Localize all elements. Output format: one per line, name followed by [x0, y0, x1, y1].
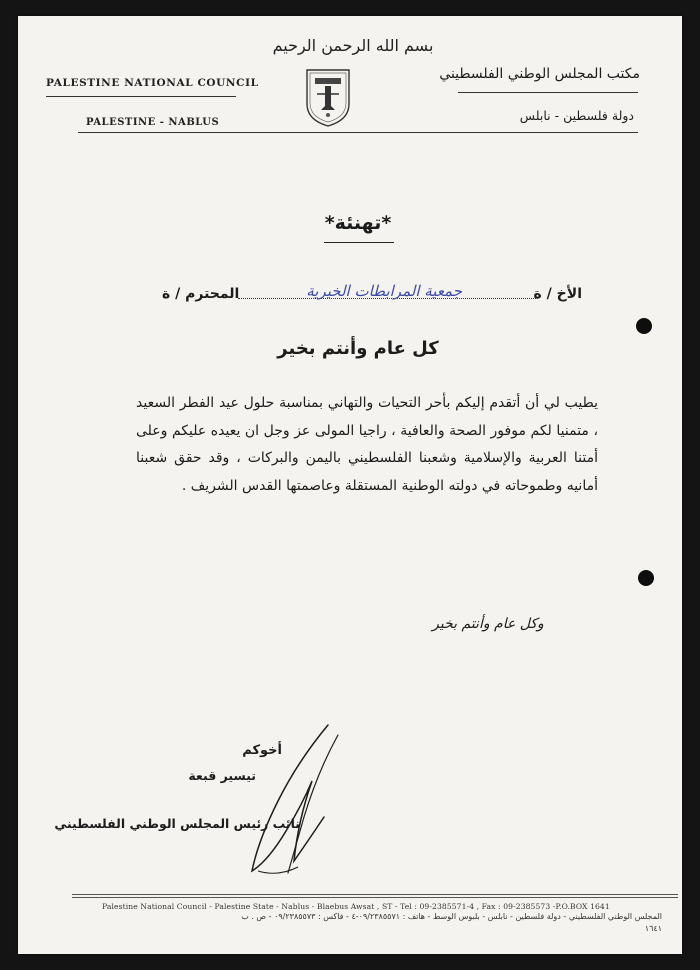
- state-ar: دولة فلسطين - نابلس: [519, 108, 634, 123]
- title-underline: [324, 242, 394, 243]
- letter-sheet: [18, 16, 682, 954]
- closing-line: وكل عام وأنتم بخير: [432, 616, 544, 632]
- header-rule-right-top: [458, 92, 638, 93]
- addressee-row: [162, 284, 582, 314]
- signatory-title: نائب رئيس المجلس الوطني الفلسطيني: [54, 816, 300, 831]
- footer-rule-2: [72, 897, 678, 898]
- signatory-name: تيسير قبعة: [188, 768, 256, 783]
- header-rule-left-top: [46, 96, 236, 97]
- letter-title: *تهنئة*: [324, 212, 392, 234]
- council-name-en: PALESTINE NATIONAL COUNCIL: [46, 77, 259, 89]
- addressee-name: جمعية المرابطات الخيرية: [306, 282, 462, 300]
- header-rule-bottom: [78, 132, 638, 133]
- office-name-ar: مكتب المجلس الوطني الفلسطيني: [439, 66, 640, 82]
- pnc-emblem-icon: [301, 64, 355, 128]
- addressee-prefix: الأخ / ة: [533, 286, 582, 302]
- footer-contact-ar: المجلس الوطني الفلسطيني - دولة فلسطين - نابلس - بلبوس الوسط - هاتف : ٠٩/٢٣٨٥٥٧١-٤ - فاكس : ٠٩/٢٣٨٥٥٧٣ - ص . ب: [241, 912, 662, 921]
- letter-body: يطيب لي أن أتقدم إليكم بأحر التحيات والتهاني بمناسبة حلول عيد الفطر السعيد ، متمنيا لكم موفور الصحة والعافية ، راجيا المولى عز وجل ان يعيده عليكم وعلى أمتنا العربية والإسلامية وشعبنا الفلسطيني باليمن والبركات ، وقد حقق شعبنا أمانيه وطموحاته في دولته الوطنية المستقلة وعاصمتها القدس الشريف .: [136, 395, 598, 494]
- punch-hole-upper: [636, 318, 652, 334]
- footer-contact-en: Palestine National Council - Palestine State - Nablus - Blaebus Awsat , ST - Tel : 09-2385571-4 , Fax : 09-2385573 -P.O.BOX 1641: [102, 902, 610, 911]
- greeting-headline: كل عام وأنتم بخير: [277, 338, 439, 359]
- handwritten-signature: [228, 721, 348, 881]
- addressee-suffix: المحترم / ة: [162, 286, 240, 302]
- city-en: PALESTINE - NABLUS: [86, 117, 220, 128]
- punch-hole-lower: [638, 570, 654, 586]
- signature-akhukum: أخوكم: [242, 743, 282, 758]
- footer-rule-1: [72, 894, 678, 895]
- footer-po-box-ar: ١٦٤١: [644, 924, 662, 933]
- basmala: بسم الله الرحمن الرحيم: [272, 36, 434, 55]
